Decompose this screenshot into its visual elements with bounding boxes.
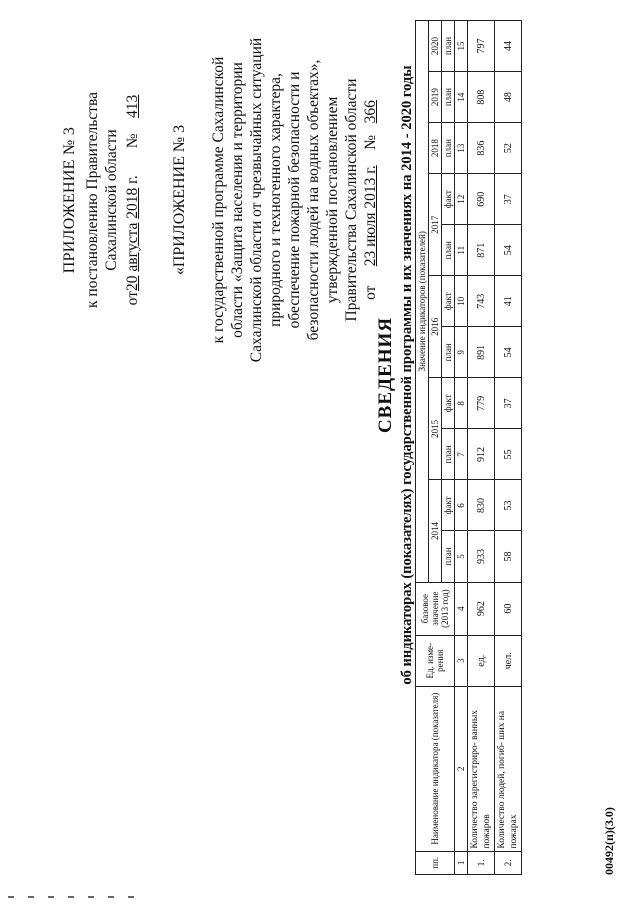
value-cell: 743 [468, 276, 495, 327]
plan-header: план [442, 123, 455, 174]
program-number: 366 [362, 100, 379, 124]
row-name: Количество зарегистриро- ванных пожаров [468, 686, 495, 851]
row-unit: ед. [468, 635, 495, 686]
value-cell: 871 [468, 225, 495, 276]
value-cell: 962 [468, 582, 495, 635]
value-cell: 912 [468, 429, 495, 480]
year-header: 2014 [429, 480, 442, 582]
col-unit: Ед. изме- рения [416, 635, 455, 686]
resolution-line-2: Сахалинской области [103, 129, 120, 271]
col-values-group: Значение индикаторов (показателей) [416, 21, 429, 583]
document-code: 00492(п)(3.0) [602, 807, 616, 875]
index-cell: 9 [455, 327, 468, 378]
value-cell: 37 [495, 174, 522, 225]
program-line: Сахалинской области от чрезвычайных ситуаций [248, 37, 265, 363]
value-cell: 37 [495, 378, 522, 429]
program-line: безопасности людей на водных объектах», [305, 59, 322, 341]
col-name: Наименование индикатора (показателя) [416, 686, 455, 851]
index-cell: 1 [455, 851, 468, 874]
fact-header: факт [442, 378, 455, 429]
index-cell: 3 [455, 635, 468, 686]
resolution-month: августа [124, 222, 141, 272]
program-header [170, 25, 380, 375]
value-cell: 891 [468, 327, 495, 378]
program-line: обеспечение пожарной безопасности и [286, 71, 303, 329]
caption-subtitle: об индикаторах (показателях) государственной программы и их значениях на 2014 - 2020 годы [399, 65, 415, 685]
value-cell: 690 [468, 174, 495, 225]
value-cell: 58 [495, 531, 522, 582]
plan-header: план [442, 225, 455, 276]
year-header: 2020 [429, 21, 442, 72]
year-header: 2019 [429, 72, 442, 123]
table-caption [375, 0, 416, 755]
resolution-date-line [123, 35, 142, 365]
value-cell: 933 [468, 531, 495, 582]
program-line: утвержденной постановлением [324, 96, 341, 304]
program-line: области «Защита населения и территории [229, 62, 246, 338]
fact-header: факт [442, 480, 455, 531]
plan-header: план [442, 21, 455, 72]
index-cell: 4 [455, 582, 468, 635]
program-line: Правительства Сахалинской области [343, 78, 360, 322]
year-header: 2015 [429, 378, 442, 480]
index-cell: 5 [455, 531, 468, 582]
index-cell: 10 [455, 276, 468, 327]
value-cell: 55 [495, 429, 522, 480]
table-row [468, 21, 495, 875]
resolution-year: 2018 [124, 187, 141, 219]
index-cell: 7 [455, 429, 468, 480]
value-cell: 54 [495, 225, 522, 276]
resolution-day: 20 [124, 275, 141, 291]
caption-title: СВЕДЕНИЯ [375, 316, 396, 434]
resolution-header [60, 35, 142, 365]
value-cell: 779 [468, 378, 495, 429]
index-cell: 2 [455, 686, 468, 851]
value-cell: 53 [495, 480, 522, 531]
row-num: 1. [468, 851, 495, 874]
program-date: 23 июля 2013 г. [362, 165, 379, 267]
value-cell: 41 [495, 276, 522, 327]
resolution-line-1: к постановлению Правительства [84, 92, 101, 308]
index-cell: 8 [455, 378, 468, 429]
year-header: 2016 [429, 276, 442, 378]
resolution-title: ПРИЛОЖЕНИЕ № 3 [61, 126, 78, 274]
number-prefix: № [362, 134, 379, 150]
table-row [495, 21, 522, 875]
number-prefix: № [124, 133, 141, 149]
index-cell: 15 [455, 21, 468, 72]
index-cell: 12 [455, 174, 468, 225]
program-line: природного и техногенного характера, [267, 73, 284, 327]
value-cell: 44 [495, 21, 522, 72]
value-cell: 48 [495, 72, 522, 123]
value-cell: 54 [495, 327, 522, 378]
year-header: 2017 [429, 174, 442, 276]
from-prefix: от [124, 291, 141, 306]
value-cell: 797 [468, 21, 495, 72]
index-cell: 14 [455, 72, 468, 123]
year-suffix: г. [124, 175, 141, 184]
col-base: базовое значение (2013 год) [416, 582, 455, 635]
row-num: 2. [495, 851, 522, 874]
plan-header: план [442, 429, 455, 480]
year-header: 2018 [429, 123, 442, 174]
scan-margin-marks [8, 891, 208, 903]
fact-header: факт [442, 276, 455, 327]
index-cell: 11 [455, 225, 468, 276]
row-unit: чел. [495, 635, 522, 686]
table-header-row [416, 21, 429, 875]
value-cell: 836 [468, 123, 495, 174]
indicators-table [415, 20, 522, 875]
program-line: к государственной программе Сахалинской [210, 56, 227, 344]
col-num: пп. [416, 851, 455, 874]
plan-header: план [442, 531, 455, 582]
index-cell: 6 [455, 480, 468, 531]
fact-header: факт [442, 174, 455, 225]
plan-header: план [442, 327, 455, 378]
value-cell: 808 [468, 72, 495, 123]
row-name: Количество людей, погиб- ших на пожарах [495, 686, 522, 851]
plan-header: план [442, 72, 455, 123]
value-cell: 830 [468, 480, 495, 531]
value-cell: 60 [495, 582, 522, 635]
index-cell: 13 [455, 123, 468, 174]
table-index-row [455, 21, 468, 875]
resolution-number: 413 [124, 94, 141, 118]
value-cell: 52 [495, 123, 522, 174]
from-prefix: от [362, 285, 379, 300]
program-title: «ПРИЛОЖЕНИЕ № 3 [171, 124, 188, 276]
